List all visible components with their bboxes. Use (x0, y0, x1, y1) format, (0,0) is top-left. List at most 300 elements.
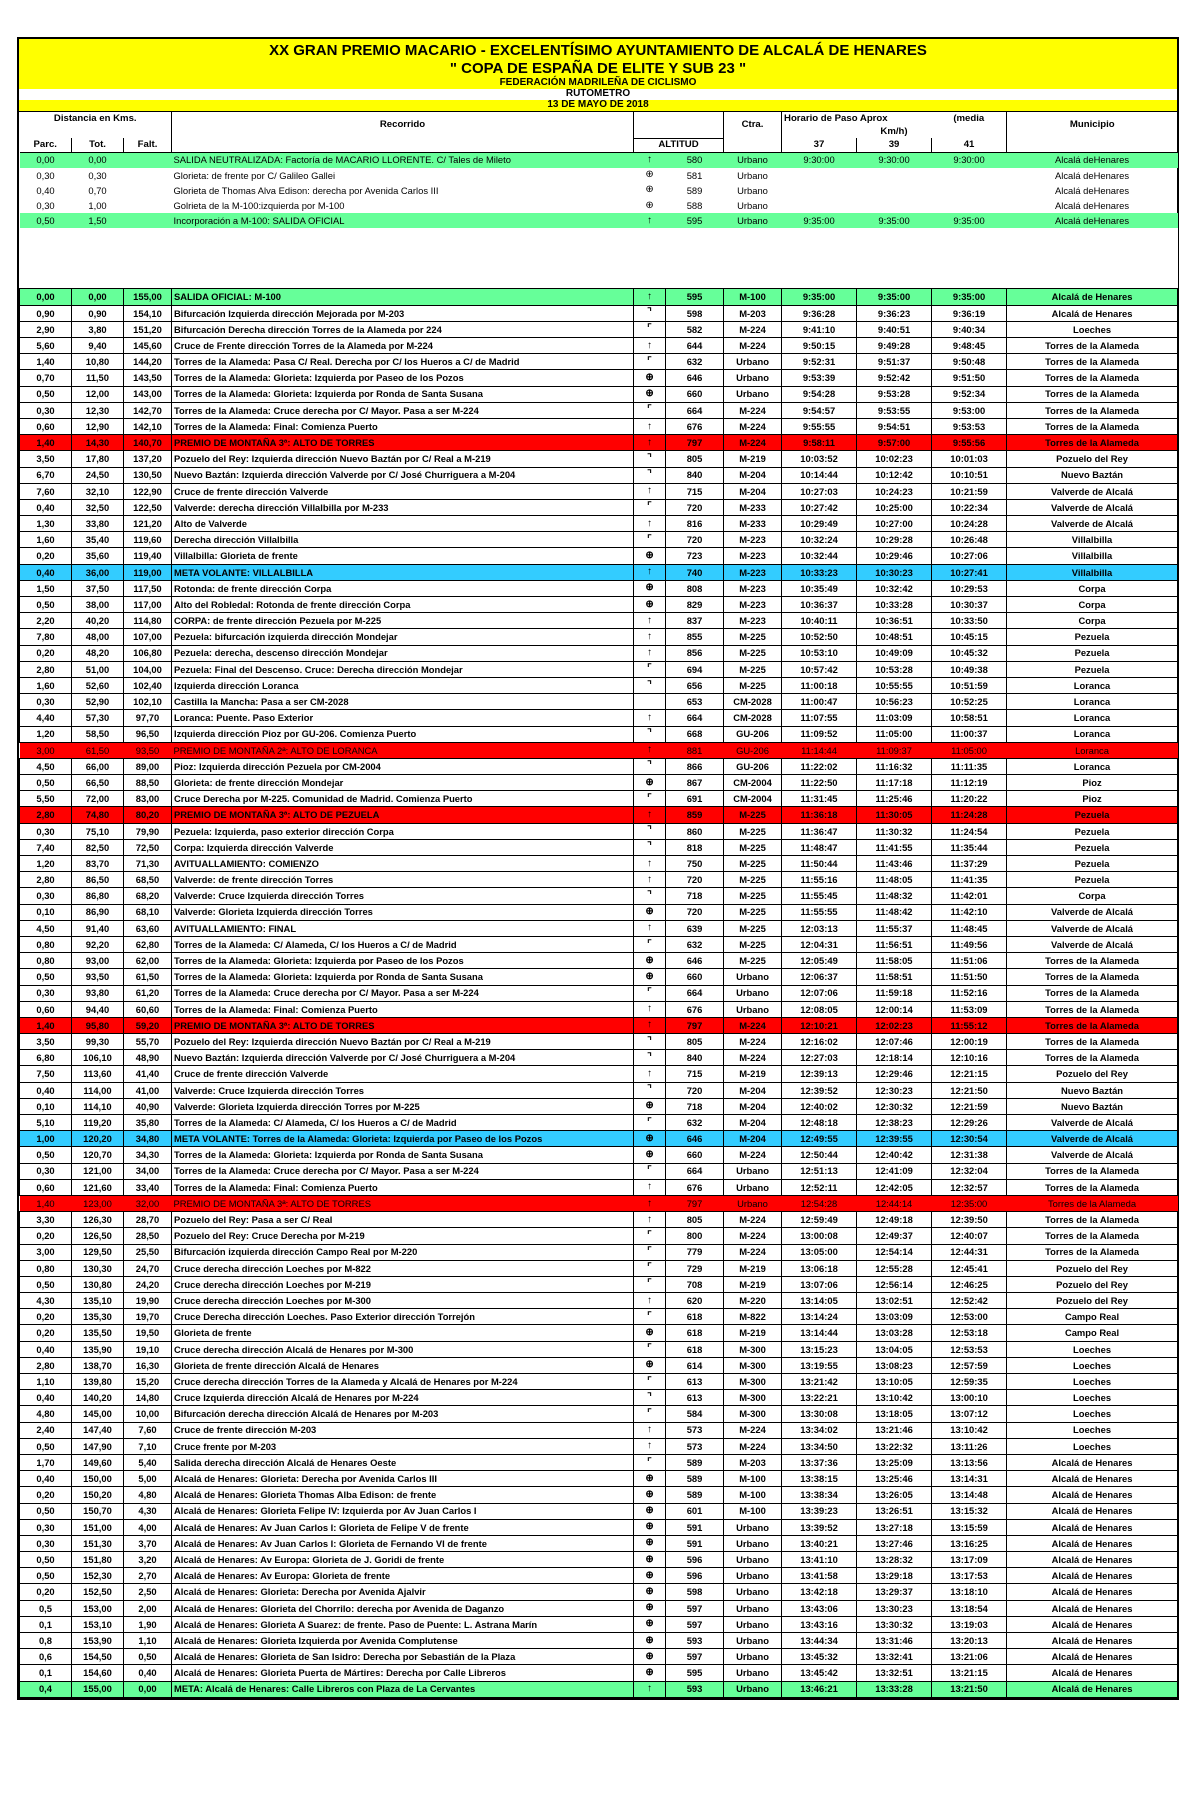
time-39-cell (857, 168, 932, 183)
altitud-cell: 720 (666, 499, 724, 515)
tot-cell: 153,10 (72, 1616, 124, 1632)
time-41-cell: 9:36:19 (932, 305, 1007, 321)
parc-cell: 0,30 (20, 888, 72, 904)
ctra-cell: CM-2004 (724, 775, 782, 791)
time-37-cell: 12:39:52 (782, 1082, 857, 1098)
parc-cell: 1,40 (20, 1017, 72, 1033)
time-37-cell: 13:45:32 (782, 1649, 857, 1665)
ctra-cell: Urbano (724, 985, 782, 1001)
route-description: Salida derecha dirección Alcalá de Henares Oeste (172, 1454, 634, 1470)
time-39-cell: 13:03:28 (857, 1325, 932, 1341)
route-row (20, 354, 1178, 370)
route-row (20, 1471, 1178, 1487)
tot-cell: 91,40 (72, 920, 124, 936)
time-37-cell: 13:21:42 (782, 1374, 857, 1390)
ctra-cell: M-225 (724, 839, 782, 855)
parc-cell: 4,50 (20, 920, 72, 936)
time-37-cell: 9:35:00 (782, 289, 857, 305)
altitud-cell: 715 (666, 483, 724, 499)
route-row (20, 1535, 1178, 1551)
falt-cell: 14,80 (124, 1390, 172, 1406)
municipio-cell: Nuevo Baztán (1007, 1098, 1178, 1114)
time-39-cell: 13:29:37 (857, 1584, 932, 1600)
time-41-cell: 10:22:34 (932, 499, 1007, 515)
direction-icon: ↑ (634, 1001, 666, 1017)
time-41-cell: 11:55:12 (932, 1017, 1007, 1033)
tot-cell: 95,80 (72, 1017, 124, 1033)
route-row (20, 451, 1178, 467)
altitud-cell: 676 (666, 1001, 724, 1017)
route-description: Torres de la Alameda: Final: Comienza Puerto (172, 1001, 634, 1017)
direction-icon: ⊕ (634, 1519, 666, 1535)
time-37-cell: 10:03:52 (782, 451, 857, 467)
time-41-cell: 9:53:00 (932, 402, 1007, 418)
ctra-cell: M-219 (724, 451, 782, 467)
falt-cell: 1,90 (124, 1616, 172, 1632)
direction-icon: ⌜ (634, 791, 666, 807)
municipio-cell: Corpa (1007, 597, 1178, 613)
tot-cell: 140,20 (72, 1390, 124, 1406)
municipio-cell: Torres de la Alameda (1007, 1163, 1178, 1179)
falt-cell: 5,40 (124, 1454, 172, 1470)
time-41-cell: 12:59:35 (932, 1374, 1007, 1390)
municipio-cell: Torres de la Alameda (1007, 1228, 1178, 1244)
ctra-cell: Urbano (724, 1665, 782, 1681)
parc-cell: 2,20 (20, 613, 72, 629)
kmh-header: Km/h) (782, 125, 1007, 138)
direction-icon: ⌜ (634, 1228, 666, 1244)
ctra-cell: Urbano (724, 1179, 782, 1195)
direction-icon: ⊕ (634, 1665, 666, 1681)
altitud-cell: 589 (666, 1454, 724, 1470)
altitud-cell: 720 (666, 872, 724, 888)
parc-cell: 0,40 (20, 1390, 72, 1406)
direction-icon: ↑ (634, 1017, 666, 1033)
parc-cell: 0,60 (20, 418, 72, 434)
time-41-cell: 9:53:53 (932, 418, 1007, 434)
direction-icon: ⌜ (634, 1115, 666, 1131)
direction-icon: ⊕ (634, 969, 666, 985)
tot-cell: 58,50 (72, 726, 124, 742)
altitud-cell: 715 (666, 1066, 724, 1082)
municipio-cell: Campo Real (1007, 1309, 1178, 1325)
altitud-cell: 660 (666, 1147, 724, 1163)
altitud-cell: 676 (666, 1179, 724, 1195)
time-39-cell: 13:33:28 (857, 1681, 932, 1697)
route-rows (20, 152, 1178, 1697)
direction-icon: ↑ (634, 613, 666, 629)
route-row (20, 823, 1178, 839)
route-row (20, 661, 1178, 677)
route-description: Glorieta de frente (172, 1325, 634, 1341)
route-row (20, 1390, 1178, 1406)
direction-icon: ⊕ (634, 1503, 666, 1519)
direction-icon: ↑ (634, 1212, 666, 1228)
ctra-cell: Urbano (724, 1633, 782, 1649)
route-description: Alcalá de Henares: Glorieta Izquierda por Avenida Complutense (172, 1633, 634, 1649)
parc-cell: 0,50 (20, 213, 72, 228)
time-37-cell: 12:48:18 (782, 1115, 857, 1131)
tot-cell: 145,00 (72, 1406, 124, 1422)
ctra-cell: Urbano (724, 370, 782, 386)
tot-cell: 93,80 (72, 985, 124, 1001)
route-row (20, 1665, 1178, 1681)
direction-icon: ⌜ (634, 402, 666, 418)
municipio-cell: Alcalá deHenares (1055, 169, 1130, 181)
falt-cell: 2,00 (124, 1600, 172, 1616)
time-39-cell: 12:00:14 (857, 1001, 932, 1017)
time-41-cell: 13:17:53 (932, 1568, 1007, 1584)
time-37-cell: 13:46:21 (782, 1681, 857, 1697)
time-41-cell: 11:41:35 (932, 872, 1007, 888)
time-39-cell: 10:29:28 (857, 532, 932, 548)
speed-39-header: 39 (857, 138, 932, 152)
route-description: Pezuela: derecha, descenso dirección Mondejar (172, 645, 634, 661)
route-row (20, 872, 1178, 888)
direction-icon: ↑ (634, 564, 666, 580)
time-37-cell: 13:42:18 (782, 1584, 857, 1600)
time-39-cell: 13:27:18 (857, 1519, 932, 1535)
route-row (20, 198, 1178, 213)
time-41-cell: 11:20:22 (932, 791, 1007, 807)
time-37-cell: 9:36:28 (782, 305, 857, 321)
altitud-cell: 595 (666, 289, 724, 305)
route-description: Villalbilla: Glorieta de frente (172, 548, 634, 564)
route-row (20, 564, 1178, 580)
falt-cell: 97,70 (124, 710, 172, 726)
parc-cell: 7,50 (20, 1066, 72, 1082)
route-row (20, 613, 1178, 629)
parc-cell: 0,6 (20, 1649, 72, 1665)
time-39-cell: 10:02:23 (857, 451, 932, 467)
direction-icon: ↑ (634, 418, 666, 434)
time-39-cell: 10:49:09 (857, 645, 932, 661)
altitud-cell: 646 (666, 1131, 724, 1147)
route-row (20, 1066, 1178, 1082)
ctra-cell: M-225 (724, 920, 782, 936)
tot-cell: 152,50 (72, 1584, 124, 1600)
tot-cell: 130,80 (72, 1276, 124, 1292)
time-41-cell: 9:48:45 (932, 338, 1007, 354)
direction-icon: ↑ (634, 289, 666, 305)
time-37-cell: 13:34:02 (782, 1422, 857, 1438)
parc-cell: 0,50 (20, 969, 72, 985)
ctra-cell: M-224 (724, 418, 782, 434)
altitud-cell: 588 (686, 199, 703, 211)
time-37-cell: 12:51:13 (782, 1163, 857, 1179)
tot-cell: 35,60 (72, 548, 124, 564)
parc-cell: 0,40 (20, 1341, 72, 1357)
parc-cell: 0,40 (20, 499, 72, 515)
ctra-cell: GU-206 (724, 726, 782, 742)
route-description: Glorieta: de frente por C/ Galileo Gallei (173, 169, 336, 181)
direction-icon: ⊕ (634, 1147, 666, 1163)
tot-cell: 0,70 (88, 184, 107, 196)
direction-icon: ↑ (634, 645, 666, 661)
altitud-cell: 860 (666, 823, 724, 839)
falt-cell: 143,50 (124, 370, 172, 386)
municipio-cell: Pezuela (1007, 645, 1178, 661)
direction-icon: ⌜ (634, 354, 666, 370)
time-37-cell: 9:54:28 (782, 386, 857, 402)
time-39-cell: 10:27:00 (857, 516, 932, 532)
time-37-cell: 11:50:44 (782, 856, 857, 872)
time-39-cell: 12:56:14 (857, 1276, 932, 1292)
tot-cell: 135,50 (72, 1325, 124, 1341)
ctra-cell: M-204 (724, 1098, 782, 1114)
time-39-cell: 13:32:51 (857, 1665, 932, 1681)
parc-cell: 0,30 (20, 823, 72, 839)
ctra-cell: M-100 (724, 1487, 782, 1503)
ctra-cell: M-204 (724, 483, 782, 499)
route-row (20, 1584, 1178, 1600)
route-description: Nuevo Baztán: Izquierda dirección Valverde por C/ José Churriguera a M-204 (172, 467, 634, 483)
falt-cell: 62,80 (124, 936, 172, 952)
altitud-cell: 694 (666, 661, 724, 677)
falt-cell: 19,10 (124, 1341, 172, 1357)
falt-header: Falt. (124, 138, 172, 152)
altitud-cell: 597 (666, 1649, 724, 1665)
municipio-cell: Alcalá de Henares (1007, 1535, 1178, 1551)
municipio-cell: Corpa (1007, 613, 1178, 629)
tot-cell: 93,50 (72, 969, 124, 985)
route-description: Cruce derecha dirección Torres de la Alameda y Alcalá de Henares por M-224 (172, 1374, 634, 1390)
tot-cell: 9,40 (72, 338, 124, 354)
ctra-cell: GU-206 (724, 758, 782, 774)
time-37-cell: 12:03:13 (782, 920, 857, 936)
route-row (20, 1438, 1178, 1454)
falt-cell: 10,00 (124, 1406, 172, 1422)
time-41-cell: 13:13:56 (932, 1454, 1007, 1470)
altitud-cell: 840 (666, 1050, 724, 1066)
route-description: AVITUALLAMIENTO: COMIENZO (172, 856, 634, 872)
route-row (20, 710, 1178, 726)
falt-cell: 0,50 (124, 1649, 172, 1665)
tot-cell: 0,30 (88, 169, 107, 181)
direction-icon: ⊕ (645, 184, 654, 196)
municipio-cell: Alcalá de Henares (1007, 305, 1178, 321)
altitud-cell: 593 (666, 1681, 724, 1697)
tot-cell: 72,00 (72, 791, 124, 807)
route-description: Rotonda: de frente dirección Corpa (172, 580, 634, 596)
parc-cell: 3,50 (20, 451, 72, 467)
ctra-cell: M-300 (724, 1374, 782, 1390)
parc-cell: 0,30 (20, 1163, 72, 1179)
tot-cell: 40,20 (72, 613, 124, 629)
tot-cell: 121,60 (72, 1179, 124, 1195)
time-37-cell: 13:00:08 (782, 1228, 857, 1244)
parc-cell: 1,40 (20, 435, 72, 451)
parc-cell: 1,20 (20, 726, 72, 742)
route-description: Alto del Robledal: Rotonda de frente dirección Corpa (172, 597, 634, 613)
time-37-cell: 12:08:05 (782, 1001, 857, 1017)
falt-cell: 61,50 (124, 969, 172, 985)
falt-cell: 5,00 (124, 1471, 172, 1487)
altitud-cell: 808 (666, 580, 724, 596)
time-37-cell: 12:10:21 (782, 1017, 857, 1033)
time-37-cell: 13:14:05 (782, 1293, 857, 1309)
time-39-cell (857, 183, 932, 198)
route-description: Pozuelo del Rey: Pasa a ser C/ Real (172, 1212, 634, 1228)
time-41-cell: 13:15:59 (932, 1519, 1007, 1535)
ctra-cell: M-219 (724, 1325, 782, 1341)
time-37-cell: 13:15:23 (782, 1341, 857, 1357)
time-39-cell: 12:40:42 (857, 1147, 932, 1163)
parc-cell: 0,50 (20, 1568, 72, 1584)
route-description: Pozuelo del Rey: Cruce Derecha por M-219 (172, 1228, 634, 1244)
ctra-cell: M-203 (724, 1454, 782, 1470)
route-description: Bifurcación derecha dirección Alcalá de Henares por M-203 (172, 1406, 634, 1422)
time-41-cell: 13:17:09 (932, 1552, 1007, 1568)
altitud-cell: 593 (666, 1633, 724, 1649)
route-description: PREMIO DE MONTAÑA 3ª: ALTO DE TORRES (172, 435, 634, 451)
falt-cell: 1,10 (124, 1633, 172, 1649)
time-37-cell: 9:58:11 (782, 435, 857, 451)
municipio-cell: Pioz (1007, 791, 1178, 807)
time-37-cell: 9:53:39 (782, 370, 857, 386)
time-39-cell: 9:53:28 (857, 386, 932, 402)
time-41-cell: 11:49:56 (932, 936, 1007, 952)
route-row (20, 742, 1178, 758)
ctra-cell: M-224 (724, 1438, 782, 1454)
tot-cell: 48,00 (72, 629, 124, 645)
ctra-cell: M-100 (724, 1471, 782, 1487)
falt-cell: 68,10 (124, 904, 172, 920)
route-row (20, 1681, 1178, 1697)
time-41-cell: 9:35:00 (932, 213, 1007, 228)
direction-icon: ↑ (634, 807, 666, 823)
parc-cell: 3,50 (20, 1034, 72, 1050)
distance-header: Distancia en Kms. (53, 112, 137, 124)
falt-cell: 117,50 (124, 580, 172, 596)
parc-cell: 1,10 (20, 1374, 72, 1390)
time-41-cell: 10:51:59 (932, 677, 1007, 693)
time-37-cell: 12:59:49 (782, 1212, 857, 1228)
falt-cell: 3,70 (124, 1535, 172, 1551)
time-37-cell: 13:37:36 (782, 1454, 857, 1470)
altitud-cell: 618 (666, 1325, 724, 1341)
parc-cell: 4,80 (20, 1406, 72, 1422)
falt-cell: 106,80 (124, 645, 172, 661)
time-41-cell: 11:42:10 (932, 904, 1007, 920)
time-41-cell: 12:46:25 (932, 1276, 1007, 1292)
time-39-cell: 10:12:42 (857, 467, 932, 483)
time-39-cell: 13:31:46 (857, 1633, 932, 1649)
parc-cell: 0,20 (20, 645, 72, 661)
falt-cell: 55,70 (124, 1034, 172, 1050)
route-description: Loranca: Puente. Paso Exterior (172, 710, 634, 726)
altitud-cell: 613 (666, 1390, 724, 1406)
ctra-cell: M-224 (724, 1422, 782, 1438)
tot-cell: 74,80 (72, 807, 124, 823)
altitud-cell: 632 (666, 936, 724, 952)
falt-cell: 41,40 (124, 1066, 172, 1082)
time-41-cell: 13:18:54 (932, 1600, 1007, 1616)
parc-cell: 0,30 (36, 199, 55, 211)
route-row (20, 985, 1178, 1001)
municipio-cell: Torres de la Alameda (1007, 370, 1178, 386)
time-37-cell (782, 168, 857, 183)
media-header: (media (953, 112, 985, 124)
municipio-cell: Valverde de Alcalá (1007, 920, 1178, 936)
falt-cell (124, 213, 172, 228)
falt-cell: 144,20 (124, 354, 172, 370)
tot-cell: 0,00 (72, 289, 124, 305)
ctra-cell: Urbano (737, 169, 768, 181)
falt-cell: 19,50 (124, 1325, 172, 1341)
time-39-cell: 12:44:14 (857, 1195, 932, 1211)
time-41-cell: 10:01:03 (932, 451, 1007, 467)
falt-cell: 137,20 (124, 451, 172, 467)
time-39-cell: 13:22:32 (857, 1438, 932, 1454)
falt-cell: 83,00 (124, 791, 172, 807)
ctra-cell: M-219 (724, 1066, 782, 1082)
route-row (20, 1600, 1178, 1616)
time-37-cell: 10:52:50 (782, 629, 857, 645)
altitud-cell: 723 (666, 548, 724, 564)
falt-cell: 34,00 (124, 1163, 172, 1179)
falt-cell: 61,20 (124, 985, 172, 1001)
time-37-cell: 13:19:55 (782, 1357, 857, 1373)
parc-cell: 0,50 (20, 386, 72, 402)
time-41-cell: 11:24:54 (932, 823, 1007, 839)
time-41-cell: 12:52:42 (932, 1293, 1007, 1309)
municipio-cell: Villalbilla (1007, 532, 1178, 548)
parc-cell: 2,80 (20, 872, 72, 888)
municipio-cell: Valverde de Alcalá (1007, 904, 1178, 920)
parc-cell: 0,40 (20, 564, 72, 580)
time-39-cell (857, 198, 932, 213)
falt-cell: 68,50 (124, 872, 172, 888)
time-37-cell: 10:27:03 (782, 483, 857, 499)
time-39-cell: 10:33:28 (857, 597, 932, 613)
time-39-cell: 11:55:37 (857, 920, 932, 936)
falt-cell: 48,90 (124, 1050, 172, 1066)
tot-cell: 155,00 (72, 1681, 124, 1697)
time-37-cell: 13:45:42 (782, 1665, 857, 1681)
ctra-cell: M-225 (724, 856, 782, 872)
time-37-cell: 10:35:49 (782, 580, 857, 596)
direction-icon: ⌜ (634, 1341, 666, 1357)
time-41-cell: 12:21:50 (932, 1082, 1007, 1098)
route-description: Torres de la Alameda: C/ Alameda, C/ los Hueros a C/ de Madrid (172, 936, 634, 952)
ctra-cell: M-822 (724, 1309, 782, 1325)
route-row (20, 1325, 1178, 1341)
route-description: Izquierda dirección Pioz por GU-206. Comienza Puerto (172, 726, 634, 742)
ctra-cell: M-300 (724, 1341, 782, 1357)
falt-cell: 63,60 (124, 920, 172, 936)
route-description: Torres de la Alameda: Glorieta: Izquierda por Ronda de Santa Susana (172, 386, 634, 402)
route-row (20, 1293, 1178, 1309)
falt-cell: 19,90 (124, 1293, 172, 1309)
route-description: Alcalá de Henares: Av Juan Carlos I: Glorieta de Felipe V de frente (172, 1519, 634, 1535)
falt-cell: 122,90 (124, 483, 172, 499)
direction-icon: ⌜ (634, 1276, 666, 1292)
falt-cell: 28,50 (124, 1228, 172, 1244)
direction-icon: ⌝ (634, 839, 666, 855)
falt-cell: 24,20 (124, 1276, 172, 1292)
altitud-cell: 613 (666, 1374, 724, 1390)
time-37-cell: 12:52:11 (782, 1179, 857, 1195)
tot-cell: 147,90 (72, 1438, 124, 1454)
route-sheet (17, 37, 1179, 1700)
falt-cell: 121,20 (124, 516, 172, 532)
route-description: Corpa: Izquierda dirección Valverde (172, 839, 634, 855)
time-41-cell: 10:10:51 (932, 467, 1007, 483)
time-39-cell: 11:59:18 (857, 985, 932, 1001)
parc-cell: 0,40 (20, 1471, 72, 1487)
tot-cell: 130,30 (72, 1260, 124, 1276)
